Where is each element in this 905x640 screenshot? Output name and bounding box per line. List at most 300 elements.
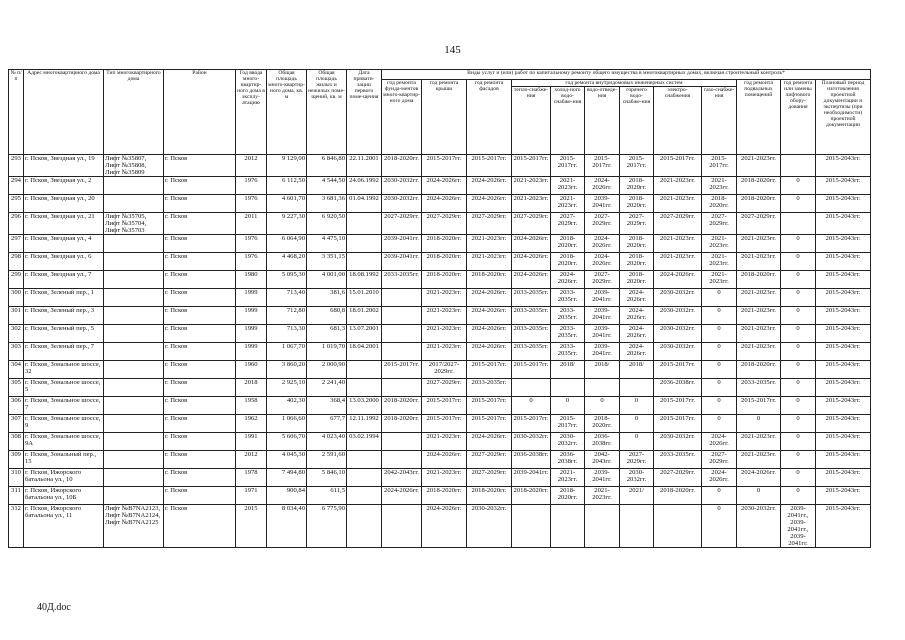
cell-living-area: 680,8 (307, 307, 347, 325)
cell-drain: 2018/ (585, 361, 620, 379)
cell-facade: 2024-2026гг. (467, 325, 512, 343)
cell-hot-water: 2015-2017гг. (620, 155, 654, 177)
cell-roof: 2024-2026гг. (422, 177, 467, 195)
cell-address: г. Псков, Звездная ул., 4 (24, 235, 104, 253)
cell-district: г. Псков (164, 343, 236, 361)
cell-cold-water: 2018-2020гг. (551, 487, 585, 505)
cell-facade: 2024-2026гг. (467, 177, 512, 195)
cell-basement: 2021-2023гг. (737, 325, 781, 343)
cell-privatization (347, 235, 382, 253)
cell-design: 2015-2043гг. (816, 195, 871, 213)
cell-num: 296 (9, 213, 24, 235)
cell-num: 300 (9, 289, 24, 307)
cell-district: г. Псков (164, 289, 236, 307)
cell-roof: 2018-2020гг. (422, 235, 467, 253)
cell-foundation: 2039-2041гг. (382, 235, 422, 253)
cell-address: г. Псков, Ижорского батальона ул., 11 (24, 505, 104, 548)
cell-district: г. Псков (164, 415, 236, 433)
cell-basement: 2018-2020гг. (737, 271, 781, 289)
cell-roof: 2021-2023гг. (422, 307, 467, 325)
cell-roof: 2021-2023гг. (422, 325, 467, 343)
cell-total-area: 6 064,90 (267, 235, 307, 253)
table-row (9, 469, 871, 487)
cell-num: 308 (9, 433, 24, 451)
cell-living-area: 2 591,60 (307, 451, 347, 469)
cell-roof: 2017/2027-2029гг. (422, 361, 467, 379)
cell-year: 1999 (236, 343, 267, 361)
cell-facade: 2027-2029гг. (467, 451, 512, 469)
cell-address: г. Псков, Ижорского батальона ул., 10Б (24, 487, 104, 505)
cell-district: г. Псков (164, 325, 236, 343)
cell-living-area: 3 681,36 (307, 195, 347, 213)
header-facade: год ремонта фасадов (467, 80, 512, 155)
cell-foundation: 2018-2020гг. (382, 155, 422, 177)
cell-lift (781, 155, 816, 177)
cell-design: 2015-2043гг. (816, 289, 871, 307)
cell-type (104, 253, 164, 271)
cell-district: г. Псков (164, 195, 236, 213)
capital-repair-table (8, 69, 871, 548)
cell-privatization (347, 361, 382, 379)
table-row (9, 289, 871, 307)
cell-year: 1978 (236, 469, 267, 487)
table-row (9, 235, 871, 253)
cell-design: 2015-2043гг. (816, 505, 871, 548)
cell-total-area: 9 227,30 (267, 213, 307, 235)
cell-hot-water: 2018-2020гг. (620, 235, 654, 253)
header-year-built: Год ввода много-квартир-ного дома в эксплу-атацию (236, 70, 267, 155)
cell-gas: 2021-2023гг. (702, 235, 737, 253)
cell-foundation (382, 325, 422, 343)
cell-electric: 2030-2032гг. (654, 433, 702, 451)
cell-num: 294 (9, 177, 24, 195)
cell-hot-water: 2018/ (620, 361, 654, 379)
cell-drain: 0 (585, 397, 620, 415)
cell-num: 307 (9, 415, 24, 433)
cell-electric: 2036-2038гг. (654, 379, 702, 397)
cell-total-area: 900,84 (267, 487, 307, 505)
cell-gas: 2024-2026гг. (702, 433, 737, 451)
cell-facade: 2015-2017гг. (467, 397, 512, 415)
cell-district: г. Псков (164, 487, 236, 505)
cell-design: 2015-2043гг. (816, 307, 871, 325)
cell-address: г. Псков, Зональное шоссе, 32 (24, 361, 104, 379)
cell-basement: 2018-2020гг. (737, 195, 781, 213)
cell-address: г. Псков, Звездная ул., 19 (24, 155, 104, 177)
cell-lift: 0 (781, 397, 816, 415)
cell-basement: 2018-2020гг. (737, 177, 781, 195)
cell-drain: 2024-2026гг. (585, 253, 620, 271)
header-cold-water: холод-ного водо-снабже-ния (551, 87, 585, 155)
table-row (9, 195, 871, 213)
cell-basement: 2021-2023гг. (737, 235, 781, 253)
cell-heat: 2027-2029гг. (512, 213, 551, 235)
cell-design: 2015-2043гг. (816, 177, 871, 195)
cell-year: 2018 (236, 379, 267, 397)
cell-lift: 0 (781, 195, 816, 213)
cell-electric: 2027-2029гг. (654, 213, 702, 235)
cell-district: г. Псков (164, 451, 236, 469)
cell-address: г. Псков, Ижорского батальона ул., 10 (24, 469, 104, 487)
cell-roof: 2018-2020гг. (422, 253, 467, 271)
cell-year: 1976 (236, 195, 267, 213)
cell-drain: 2024-2026гг. (585, 177, 620, 195)
cell-foundation: 2018-2020гг. (382, 397, 422, 415)
cell-heat: 2024-2026гг. (512, 253, 551, 271)
cell-privatization: 18.01.2002 (347, 307, 382, 325)
cell-facade: 2015-2017гг. (467, 155, 512, 177)
cell-type: Лифт №35705, Лифт №35704, Лифт №35703 (104, 213, 164, 235)
cell-hot-water: 2021/ (620, 487, 654, 505)
cell-gas: 0 (702, 379, 737, 397)
header-living-area: Общая площадь жилых и нежилых поме-щений, кв. м (307, 70, 347, 155)
cell-lift: 0 (781, 271, 816, 289)
cell-year: 1960 (236, 361, 267, 379)
cell-gas: 2021-2023гг. (702, 253, 737, 271)
cell-district: г. Псков (164, 469, 236, 487)
cell-total-area: 8 034,40 (267, 505, 307, 548)
header-type: Тип многоквартирного дома (104, 70, 164, 155)
cell-hot-water: 0 (620, 415, 654, 433)
cell-privatization: 12.11.1992 (347, 415, 382, 433)
cell-gas: 0 (702, 397, 737, 415)
footer-filename: 40Д.doc (37, 602, 71, 613)
cell-total-area: 3 860,20 (267, 361, 307, 379)
cell-address: г. Псков, Звездная ул., 20 (24, 195, 104, 213)
cell-electric: 2033-2035гг. (654, 451, 702, 469)
cell-num: 304 (9, 361, 24, 379)
cell-design: 2015-2043гг. (816, 379, 871, 397)
cell-cold-water: 2027-2029гг. (551, 213, 585, 235)
cell-design: 2015-2043гг. (816, 415, 871, 433)
cell-heat (512, 505, 551, 548)
cell-heat: 2015-2017гг. (512, 361, 551, 379)
cell-roof: 2027-2029гг. (422, 379, 467, 397)
table-row (9, 433, 871, 451)
cell-foundation (382, 307, 422, 325)
cell-district: г. Псков (164, 361, 236, 379)
cell-living-area: 6 775,90 (307, 505, 347, 548)
cell-basement: 2021-2023гг. (737, 289, 781, 307)
cell-address: г. Псков, Зональное шоссе, 9А (24, 433, 104, 451)
cell-total-area: 5 095,30 (267, 271, 307, 289)
cell-cold-water: 2033-2035гг. (551, 307, 585, 325)
cell-address: г. Псков, Зональное шоссе, 5 (24, 379, 104, 397)
cell-heat: 2024-2026гг. (512, 271, 551, 289)
cell-num: 293 (9, 155, 24, 177)
table-row (9, 325, 871, 343)
cell-facade: 2030-2032гг. (467, 505, 512, 548)
cell-electric: 2021-2023гг. (654, 177, 702, 195)
header-num: № п/п (9, 70, 24, 155)
cell-privatization: 15.01.2010 (347, 289, 382, 307)
cell-type (104, 195, 164, 213)
header-electric: электро-снабжения (654, 87, 702, 155)
cell-district: г. Псков (164, 213, 236, 235)
cell-design: 2015-2043гг. (816, 361, 871, 379)
cell-living-area: 6 846,80 (307, 155, 347, 177)
cell-heat: 2021-2023гг. (512, 195, 551, 213)
header-foundation: год ремонта фунда-ментов много-квартир-ного дома (382, 80, 422, 155)
table-row (9, 307, 871, 325)
cell-living-area: 4 023,40 (307, 433, 347, 451)
cell-facade: 2018-2020гг. (467, 487, 512, 505)
header-basement: год ремонта подвальных помещений (737, 80, 781, 155)
cell-num: 303 (9, 343, 24, 361)
cell-electric: 2030-2032гг. (654, 289, 702, 307)
table-body (9, 155, 871, 548)
cell-lift: 0 (781, 289, 816, 307)
table-row (9, 451, 871, 469)
cell-basement: 2024-2026гг. (737, 469, 781, 487)
cell-gas: 2021-2023гг. (702, 177, 737, 195)
cell-gas: 0 (702, 505, 737, 548)
cell-district: г. Псков (164, 177, 236, 195)
header-roof: год ремонта крыши (422, 80, 467, 155)
cell-total-area: 4 601,70 (267, 195, 307, 213)
cell-heat: 2033-2035гг. (512, 289, 551, 307)
cell-num: 306 (9, 397, 24, 415)
cell-address: г. Псков, Зеленый пер., 1 (24, 289, 104, 307)
cell-living-area: 4 544,50 (307, 177, 347, 195)
cell-design: 2015-2043гг. (816, 487, 871, 505)
cell-design: 2015-2043гг. (816, 253, 871, 271)
cell-foundation: 2039-2041гг. (382, 253, 422, 271)
cell-hot-water: 2018-2020гг. (620, 271, 654, 289)
cell-design: 2015-2043гг. (816, 433, 871, 451)
cell-electric: 2030-2032гг. (654, 307, 702, 325)
cell-design: 2015-2043гг. (816, 469, 871, 487)
cell-hot-water: 2024-2026гг. (620, 289, 654, 307)
cell-basement: 0 (737, 415, 781, 433)
cell-living-area: 4 475,10 (307, 235, 347, 253)
cell-cold-water: 2033-2035гг. (551, 343, 585, 361)
cell-district: г. Псков (164, 271, 236, 289)
cell-facade: 2018-2020гг. (467, 271, 512, 289)
cell-basement: 2021-2023гг. (737, 433, 781, 451)
cell-total-area: 4 468,20 (267, 253, 307, 271)
cell-electric: 2021-2023гг. (654, 235, 702, 253)
cell-hot-water: 2027-2029гг. (620, 451, 654, 469)
cell-roof: 2018-2020гг. (422, 271, 467, 289)
cell-year: 1991 (236, 433, 267, 451)
cell-total-area: 402,30 (267, 397, 307, 415)
cell-year: 1976 (236, 235, 267, 253)
cell-address: г. Псков, Звездная ул., 21 (24, 213, 104, 235)
table-row (9, 343, 871, 361)
cell-heat: 2018-2020гг. (512, 487, 551, 505)
cell-address: г. Псков, Звездная ул., 2 (24, 177, 104, 195)
cell-drain: 2042-2043гг. (585, 451, 620, 469)
cell-num: 310 (9, 469, 24, 487)
cell-type (104, 343, 164, 361)
table-row (9, 397, 871, 415)
cell-cold-water (551, 379, 585, 397)
cell-type: Лифт №В7NA2123, Лифт №В7NA2124, Лифт №В7NA2125 (104, 505, 164, 548)
cell-num: 298 (9, 253, 24, 271)
cell-foundation: 2042-2043гг. (382, 469, 422, 487)
table-row (9, 487, 871, 505)
cell-type (104, 361, 164, 379)
cell-living-area: 677,7 (307, 415, 347, 433)
cell-basement: 2033-2035гг. (737, 379, 781, 397)
cell-type (104, 271, 164, 289)
cell-address: г. Псков, Звездная ул., 6 (24, 253, 104, 271)
cell-design: 2015-2043гг. (816, 397, 871, 415)
cell-foundation: 2033-2035гг. (382, 271, 422, 289)
cell-lift: 0 (781, 433, 816, 451)
cell-lift: 0 (781, 361, 816, 379)
cell-lift: 0 (781, 177, 816, 195)
cell-num: 312 (9, 505, 24, 548)
cell-privatization: 18.04.2001 (347, 343, 382, 361)
cell-hot-water: 2024-2026гг. (620, 325, 654, 343)
cell-basement: 2021-2023гг. (737, 343, 781, 361)
cell-electric (654, 505, 702, 548)
cell-cold-water: 2021-2023гг. (551, 177, 585, 195)
header-lift: год ремонта или замены лифтового обору-дования (781, 80, 816, 155)
cell-electric: 2021-2023гг. (654, 195, 702, 213)
table-row (9, 177, 871, 195)
cell-hot-water: 2018-2020гг. (620, 195, 654, 213)
cell-roof: 2015-2017гг. (422, 155, 467, 177)
cell-facade: 2024-2026гг. (467, 433, 512, 451)
cell-basement: 0 (737, 487, 781, 505)
cell-hot-water (620, 505, 654, 548)
cell-privatization: 01.04.1992 (347, 195, 382, 213)
cell-hot-water (620, 379, 654, 397)
cell-cold-water: 2018-2020гг. (551, 235, 585, 253)
cell-lift: 0 (781, 325, 816, 343)
cell-foundation (382, 379, 422, 397)
cell-gas: 2015-2017гг. (702, 155, 737, 177)
cell-living-area: 4 001,00 (307, 271, 347, 289)
cell-year: 2011 (236, 213, 267, 235)
cell-address: г. Псков, Зональное шоссе, 9 (24, 415, 104, 433)
cell-heat: 0 (512, 397, 551, 415)
cell-privatization: 18.08.1992 (347, 271, 382, 289)
cell-gas: 0 (702, 289, 737, 307)
cell-gas: 2024-2026гг. (702, 469, 737, 487)
cell-heat: 2021-2023гг. (512, 177, 551, 195)
cell-facade: 2015-2017гг. (467, 361, 512, 379)
cell-address: г. Псков, Звездная ул., 7 (24, 271, 104, 289)
cell-hot-water: 2030-2032гг. (620, 469, 654, 487)
cell-num: 309 (9, 451, 24, 469)
cell-district: г. Псков (164, 253, 236, 271)
cell-gas: 0 (702, 415, 737, 433)
cell-electric: 2018-2020гг. (654, 487, 702, 505)
cell-design: 2015-2043гг. (816, 235, 871, 253)
cell-cold-water: 2021-2023гг. (551, 469, 585, 487)
cell-num: 295 (9, 195, 24, 213)
cell-facade: 2024-2026гг. (467, 307, 512, 325)
cell-living-area: 2 000,90 (307, 361, 347, 379)
cell-facade: 2027-2029гг. (467, 213, 512, 235)
cell-design: 2015-2043гг. (816, 451, 871, 469)
cell-cold-water (551, 505, 585, 548)
cell-type (104, 397, 164, 415)
cell-year: 1962 (236, 415, 267, 433)
cell-electric: 2030-2032гг. (654, 343, 702, 361)
cell-roof: 2015-2017гг. (422, 415, 467, 433)
cell-lift: 0 (781, 307, 816, 325)
header-total-area: Общая площадь много-квартир-ного дома, кв. м (267, 70, 307, 155)
cell-heat: 2015-2017гг. (512, 415, 551, 433)
cell-type (104, 487, 164, 505)
cell-privatization (347, 487, 382, 505)
table-row (9, 505, 871, 548)
page-number: 145 (444, 44, 461, 56)
cell-year: 1980 (236, 271, 267, 289)
cell-total-area: 1 067,70 (267, 343, 307, 361)
cell-hot-water: 0 (620, 433, 654, 451)
cell-foundation (382, 451, 422, 469)
cell-total-area: 2 925,10 (267, 379, 307, 397)
cell-basement: 2027-2029гг. (737, 213, 781, 235)
cell-roof: 2021-2023гг. (422, 433, 467, 451)
cell-electric: 2015-2017гг. (654, 415, 702, 433)
cell-gas: 0 (702, 487, 737, 505)
cell-roof: 2027-2029гг. (422, 213, 467, 235)
header-internal-systems: год ремонта внутридомовых инженерных систем (512, 80, 737, 87)
cell-cold-water: 2024-2026гг. (551, 271, 585, 289)
cell-facade: 2021-2023гг. (467, 235, 512, 253)
cell-foundation: 2024-2026гг. (382, 487, 422, 505)
cell-address: г. Псков, Зеленый пер., 3 (24, 307, 104, 325)
cell-basement: 2015-2017гг. (737, 397, 781, 415)
cell-drain: 2039-2041гг. (585, 343, 620, 361)
cell-foundation (382, 505, 422, 548)
cell-type (104, 177, 164, 195)
cell-year: 1999 (236, 307, 267, 325)
cell-cold-water: 2018-2020гг. (551, 253, 585, 271)
cell-privatization: 13.07.2001 (347, 325, 382, 343)
cell-district: г. Псков (164, 307, 236, 325)
cell-drain: 2039-2041гг. (585, 307, 620, 325)
cell-electric: 2030-2032гг. (654, 325, 702, 343)
cell-type (104, 433, 164, 451)
cell-cold-water: 2036-2038гг. (551, 451, 585, 469)
cell-living-area: 3 351,15 (307, 253, 347, 271)
cell-heat (512, 379, 551, 397)
cell-district: г. Псков (164, 505, 236, 548)
cell-type (104, 235, 164, 253)
cell-hot-water: 0 (620, 397, 654, 415)
cell-facade: 2021-2023гг. (467, 253, 512, 271)
cell-num: 302 (9, 325, 24, 343)
cell-cold-water: 2018/ (551, 361, 585, 379)
cell-type (104, 469, 164, 487)
cell-total-area: 713,30 (267, 325, 307, 343)
cell-drain: 2024-2026гг. (585, 235, 620, 253)
cell-year: 1999 (236, 325, 267, 343)
cell-total-area: 6 112,50 (267, 177, 307, 195)
cell-gas: 2018-2020гг. (702, 195, 737, 213)
cell-privatization: 22.11.2001 (347, 155, 382, 177)
cell-lift: 0 (781, 253, 816, 271)
cell-drain: 2039-2041гг. (585, 325, 620, 343)
cell-drain: 2021-2023гг. (585, 487, 620, 505)
cell-basement: 2021-2023гг. (737, 451, 781, 469)
cell-total-area: 7 494,80 (267, 469, 307, 487)
cell-type (104, 307, 164, 325)
cell-district: г. Псков (164, 397, 236, 415)
cell-year: 1976 (236, 253, 267, 271)
cell-gas: 0 (702, 307, 737, 325)
cell-cold-water: 2033-2035гг. (551, 289, 585, 307)
cell-year: 1958 (236, 397, 267, 415)
